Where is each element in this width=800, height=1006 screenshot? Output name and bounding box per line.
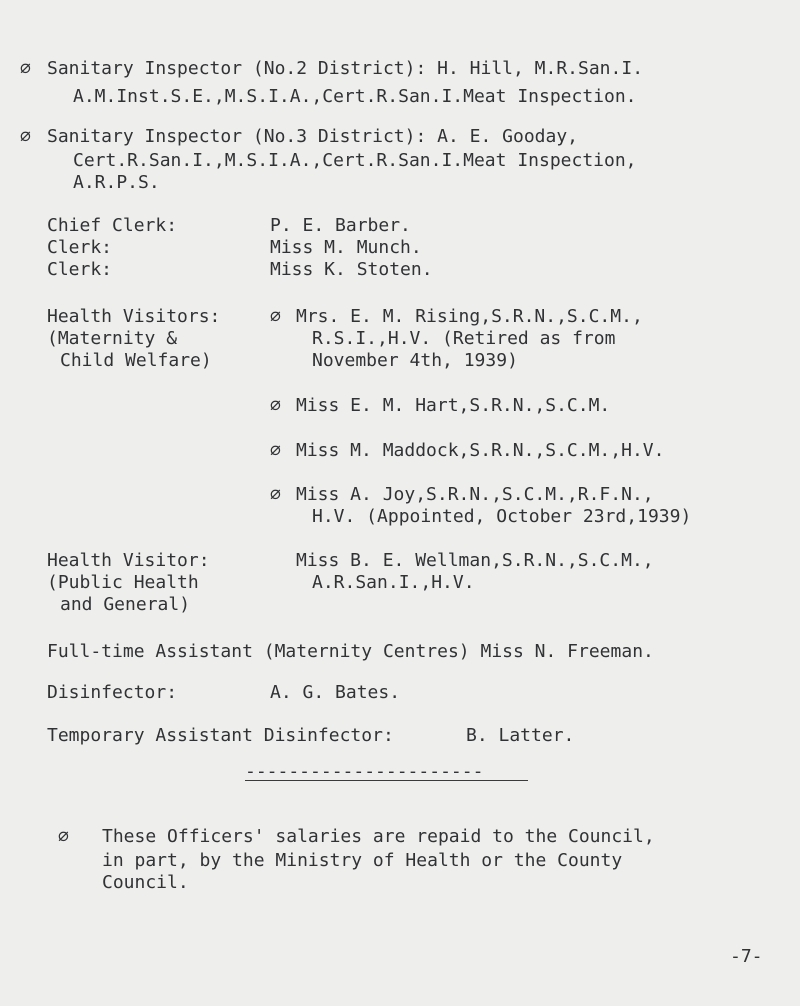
- footnote-line: in part, by the Ministry of Health or the County: [102, 850, 623, 871]
- separator-dashes: ----------------------: [245, 761, 484, 782]
- health-visitors-role: (Maternity &: [47, 328, 178, 349]
- chief-clerk-role: Chief Clerk:: [47, 215, 178, 236]
- temp-disinfector-name: B. Latter.: [466, 725, 575, 746]
- health-visitor-public-role: (Public Health: [47, 572, 199, 593]
- footnote-line: Council.: [102, 872, 189, 893]
- temp-disinfector-role: Temporary Assistant Disinfector:: [47, 725, 394, 746]
- officer-symbol: ⌀: [20, 58, 31, 79]
- clerk-role: Clerk:: [47, 259, 113, 280]
- officer-symbol: ⌀: [58, 826, 69, 847]
- health-visitor-public-detail: A.R.San.I.,H.V.: [312, 572, 475, 593]
- sanitary-inspector-3-line3: A.R.P.S.: [73, 172, 160, 193]
- officer-symbol: ⌀: [270, 306, 281, 327]
- chief-clerk-name: P. E. Barber.: [270, 215, 411, 236]
- health-visitor-name: Miss M. Maddock,S.R.N.,S.C.M.,H.V.: [296, 440, 665, 461]
- sanitary-inspector-2-line2: A.M.Inst.S.E.,M.S.I.A.,Cert.R.San.I.Meat Inspection.: [73, 86, 637, 107]
- clerk-role: Clerk:: [47, 237, 113, 258]
- disinfector-name: A. G. Bates.: [270, 682, 401, 703]
- sanitary-inspector-3-line2: Cert.R.San.I.,M.S.I.A.,Cert.R.San.I.Meat Inspection,: [73, 150, 637, 171]
- page-number: -7-: [730, 946, 763, 967]
- footnote-line: These Officers' salaries are repaid to the Council,: [102, 826, 655, 847]
- clerk-name: Miss K. Stoten.: [270, 259, 433, 280]
- health-visitor-public-name: Miss B. E. Wellman,S.R.N.,S.C.M.,: [296, 550, 654, 571]
- officer-symbol: ⌀: [270, 440, 281, 461]
- health-visitor-name: Miss E. M. Hart,S.R.N.,S.C.M.: [296, 395, 611, 416]
- clerk-name: Miss M. Munch.: [270, 237, 422, 258]
- separator-rule: [245, 780, 528, 781]
- health-visitor-public-role: Health Visitor:: [47, 550, 210, 571]
- health-visitor-name: Miss A. Joy,S.R.N.,S.C.M.,R.F.N.,: [296, 484, 654, 505]
- health-visitors-role: Health Visitors:: [47, 306, 221, 327]
- health-visitor-detail: R.S.I.,H.V. (Retired as from: [312, 328, 616, 349]
- sanitary-inspector-3-line1: Sanitary Inspector (No.3 District): A. E. Gooday,: [47, 126, 579, 147]
- health-visitors-role: Child Welfare): [60, 350, 212, 371]
- health-visitor-public-role: and General): [60, 594, 191, 615]
- full-time-assistant: Full-time Assistant (Maternity Centres) Miss N. Freeman.: [47, 641, 654, 662]
- officer-symbol: ⌀: [20, 126, 31, 147]
- officer-symbol: ⌀: [270, 395, 281, 416]
- health-visitor-name: Mrs. E. M. Rising,S.R.N.,S.C.M.,: [296, 306, 643, 327]
- sanitary-inspector-2-line1: Sanitary Inspector (No.2 District): H. Hill, M.R.San.I.: [47, 58, 644, 79]
- officer-symbol: ⌀: [270, 484, 281, 505]
- health-visitor-detail: H.V. (Appointed, October 23rd,1939): [312, 506, 692, 527]
- disinfector-role: Disinfector:: [47, 682, 178, 703]
- health-visitor-detail: November 4th, 1939): [312, 350, 518, 371]
